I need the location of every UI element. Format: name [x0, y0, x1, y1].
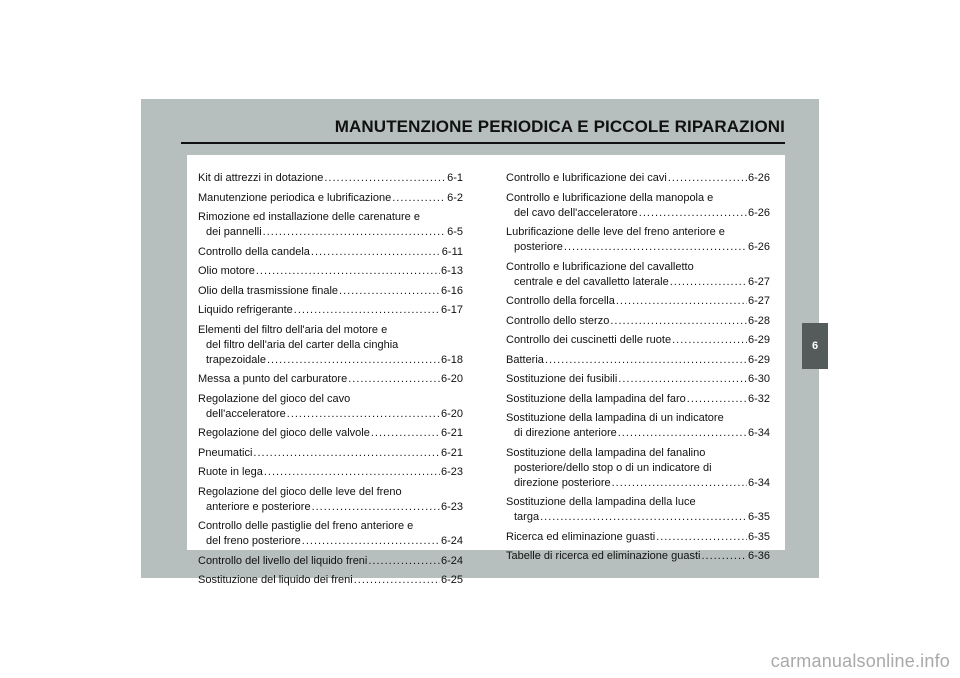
toc-entry-text: trapezoidale [206, 353, 266, 366]
dot-leader [371, 426, 440, 441]
toc-page-number: 6-24 [440, 554, 463, 567]
toc-entry-line [506, 260, 770, 275]
toc-page-number: 6-26 [747, 241, 770, 253]
dot-leader [564, 240, 747, 255]
toc-entry[interactable] [198, 392, 463, 422]
toc-entry-text: Controllo del livello del liquido freni [198, 554, 368, 567]
toc-entry[interactable] [506, 225, 770, 255]
toc-page-number: 6-26 [747, 206, 770, 219]
toc-page-number: 6-36 [747, 550, 770, 562]
toc-page-number: 6-27 [747, 275, 770, 288]
toc-entry-line [506, 476, 770, 491]
toc-entry-line [198, 392, 463, 407]
toc-page-number: 6-34 [747, 476, 770, 489]
chapter-tab[interactable]: 6 [802, 323, 828, 369]
toc-entry-line [198, 372, 463, 387]
toc-entry-line [506, 411, 770, 426]
toc-entry-text: Olio motore [198, 265, 255, 277]
toc-page-number: 6-25 [440, 574, 463, 586]
toc-entry-line [506, 294, 770, 309]
toc-entry-text: Controllo e lubrificazione della manopola e [506, 191, 714, 204]
toc-entry-text: Ricerca ed eliminazione guasti [506, 530, 656, 543]
dot-leader [324, 171, 446, 186]
toc-entry[interactable] [198, 426, 463, 441]
toc-page-number: 6-2 [447, 191, 463, 204]
toc-entry[interactable] [198, 372, 463, 387]
dot-leader [348, 372, 440, 387]
toc-entry-text: Sostituzione della lampadina del fanalino [506, 446, 706, 459]
toc-entry-line [506, 275, 770, 290]
toc-entry-line [506, 446, 770, 461]
dot-leader [263, 225, 446, 240]
toc-entry-text: posteriore/dello stop o di un indicatore di [514, 461, 712, 474]
toc-entry-line [506, 530, 770, 545]
dot-leader [610, 314, 747, 329]
dot-leader [616, 294, 747, 309]
toc-entry-line [198, 264, 463, 279]
toc-page-number: 6-30 [747, 373, 770, 385]
dot-leader [294, 303, 440, 318]
dot-leader [701, 549, 747, 564]
toc-entry-line [198, 534, 463, 549]
toc-entry-text: Batteria [506, 353, 544, 366]
toc-entry-line [198, 191, 463, 206]
toc-entry-line [506, 206, 770, 221]
dot-leader [311, 245, 441, 260]
toc-entry-text: di direzione anteriore [514, 427, 617, 439]
toc-entry-line [506, 191, 770, 206]
toc-page-number: 6-21 [440, 446, 463, 459]
chapter-title: MANUTENZIONE PERIODICA E PICCOLE RIPARAZIONI [334, 117, 785, 136]
toc-page-number: 6-16 [440, 284, 463, 297]
toc-entry-text: Sostituzione della lampadina della luce [506, 496, 696, 508]
toc-entry-line [198, 573, 463, 588]
toc-entry[interactable] [198, 573, 463, 588]
toc-entry[interactable] [506, 549, 770, 564]
toc-entry[interactable] [198, 245, 463, 260]
dot-leader [368, 554, 440, 569]
toc-entry-text: Rimozione ed installazione delle carenature e [198, 211, 420, 223]
toc-page-number: 6-29 [747, 334, 770, 346]
toc-page-number: 6-28 [747, 314, 770, 327]
toc-entry-text: Sostituzione della lampadina del faro [506, 392, 686, 405]
toc-entry-line [506, 171, 770, 186]
toc-page-number: 6-26 [747, 172, 770, 184]
toc-entry[interactable] [506, 314, 770, 329]
toc-entry-text: Tabelle di ricerca ed eliminazione guasti [506, 550, 701, 562]
toc-entry-text: Regolazione del gioco del cavo [198, 392, 351, 405]
toc-entry-line [198, 519, 463, 534]
toc-entry-text: Messa a punto del carburatore [198, 373, 348, 385]
toc-page-number: 6-5 [447, 226, 463, 238]
toc-entry-text: targa [514, 511, 540, 523]
toc-entry-line [198, 323, 463, 338]
toc-entry-line [198, 426, 463, 441]
toc-entry[interactable] [198, 171, 463, 186]
dot-leader [618, 426, 747, 441]
toc-entry[interactable] [198, 323, 463, 368]
toc-entry-line [506, 225, 770, 240]
dot-leader [264, 465, 440, 480]
dot-leader [540, 510, 747, 525]
toc-entry[interactable] [506, 353, 770, 368]
toc-entry-line [198, 210, 463, 225]
toc-entry-line [506, 392, 770, 407]
toc-page-number: 6-29 [747, 353, 770, 366]
dot-leader [253, 446, 440, 461]
dot-leader [612, 476, 747, 491]
toc-entry-text: del freno posteriore [206, 535, 301, 547]
toc-entry[interactable] [198, 191, 463, 206]
toc-entry-text: Controllo della forcella [506, 295, 615, 307]
toc-entry-text: Sostituzione del liquido dei freni [198, 574, 353, 586]
toc-page-number: 6-20 [440, 373, 463, 385]
toc-entry-line [198, 407, 463, 422]
toc-entry[interactable] [506, 171, 770, 186]
dot-leader [672, 333, 747, 348]
toc-entry-line [506, 353, 770, 368]
toc-entry-text: direzione posteriore [514, 476, 611, 489]
toc-entry[interactable] [198, 485, 463, 515]
toc-entry-text: centrale e del cavalletto laterale [514, 275, 669, 288]
toc-page-number: 6-20 [440, 407, 463, 420]
toc-entry-line [198, 284, 463, 299]
toc-entry-line [198, 338, 463, 353]
toc-page-number: 6-24 [440, 535, 463, 547]
toc-entry-line [506, 240, 770, 255]
toc-entry-text: Controllo delle pastiglie del freno anteriore e [198, 520, 414, 532]
dot-leader [668, 171, 747, 186]
toc-entry-line [506, 333, 770, 348]
toc-entry-text: Controllo dei cuscinetti delle ruote [506, 334, 672, 346]
toc-entry-line [506, 426, 770, 441]
toc-entry-text: Olio della trasmissione finale [198, 284, 339, 297]
toc-page-number: 6-21 [440, 427, 463, 439]
toc-entry[interactable] [198, 303, 463, 318]
toc-entry-line [506, 314, 770, 329]
toc-entry[interactable] [198, 519, 463, 549]
toc-entry-text: posteriore [514, 241, 563, 253]
toc-entry-text: Kit di attrezzi in dotazione [198, 172, 324, 184]
toc-entry[interactable] [506, 260, 770, 290]
toc-page-number: 6-23 [440, 500, 463, 513]
dot-leader [687, 392, 747, 407]
dot-leader [312, 500, 440, 515]
dot-leader [639, 206, 747, 221]
toc-page-number: 6-35 [747, 511, 770, 523]
toc-entry[interactable] [506, 294, 770, 309]
dot-leader [618, 372, 747, 387]
toc-entry-text: Sostituzione della lampadina di un indicatore [506, 412, 724, 424]
dot-leader [339, 284, 440, 299]
toc-page-number: 6-27 [747, 295, 770, 307]
toc-entry-line [506, 372, 770, 387]
toc-entry[interactable] [506, 411, 770, 441]
toc-entry[interactable] [198, 446, 463, 461]
toc-entry-text: dell'acceleratore [206, 407, 286, 420]
toc-entry[interactable] [198, 264, 463, 279]
toc-entry-line [198, 554, 463, 569]
toc-entry-line [506, 461, 770, 476]
toc-column-right [506, 171, 770, 569]
toc-entry-line [198, 353, 463, 368]
toc-entry-text: Ruote in lega [198, 466, 263, 478]
toc-page-number: 6-35 [747, 530, 770, 543]
toc-page-number: 6-1 [447, 172, 463, 184]
toc-page-number: 6-17 [440, 304, 463, 316]
toc-page-number: 6-32 [747, 392, 770, 405]
toc-entry-text: Manutenzione periodica e lubrificazione [198, 191, 392, 204]
toc-entry-line [506, 549, 770, 564]
dot-leader [302, 534, 440, 549]
toc-entry-line [198, 303, 463, 318]
toc-entry-text: anteriore e posteriore [206, 500, 311, 513]
toc-entry[interactable] [506, 372, 770, 387]
dot-leader [256, 264, 440, 279]
toc-entry-line [198, 500, 463, 515]
toc-entry[interactable] [506, 191, 770, 221]
toc-entry-line [198, 465, 463, 480]
toc-entry-text: Elementi del filtro dell'aria del motore e [198, 323, 388, 336]
toc-entry[interactable] [506, 446, 770, 491]
toc-page-number: 6-23 [440, 466, 463, 478]
toc-entry-text: dei pannelli [206, 226, 262, 238]
toc-entry-text: Regolazione del gioco delle leve del freno [198, 485, 402, 498]
toc-column-left [198, 171, 463, 593]
toc-entry-line [198, 446, 463, 461]
dot-leader [545, 353, 747, 368]
toc-entry-text: Controllo della candela [198, 245, 310, 258]
watermark: carmanualsonline.info [770, 651, 950, 671]
toc-entry-line [198, 245, 463, 260]
toc-entry[interactable] [198, 554, 463, 569]
toc-page-number: 6-13 [440, 265, 463, 277]
toc-entry-text: Regolazione del gioco delle valvole [198, 427, 370, 439]
toc-entry-text: del filtro dell'aria del carter della cinghia [206, 338, 399, 351]
dot-leader [287, 407, 440, 422]
toc-entry[interactable] [198, 210, 463, 240]
toc-entry[interactable] [506, 495, 770, 525]
toc-entry-text: del cavo dell'acceleratore [514, 206, 638, 219]
toc-entry[interactable] [198, 465, 463, 480]
toc-entry-text: Liquido refrigerante [198, 304, 293, 316]
toc-entry-line [506, 510, 770, 525]
toc-entry-line [198, 225, 463, 240]
toc-entry[interactable] [506, 392, 770, 407]
toc-entry-line [198, 485, 463, 500]
toc-entry[interactable] [506, 333, 770, 348]
toc-entry[interactable] [198, 284, 463, 299]
toc-entry[interactable] [506, 530, 770, 545]
toc-entry-text: Lubrificazione delle leve del freno anteriore e [506, 226, 725, 238]
toc-entry-text: Controllo e lubrificazione del cavalletto [506, 260, 694, 273]
toc-entry-text: Controllo e lubrificazione dei cavi [506, 172, 667, 184]
toc-entry-line [198, 171, 463, 186]
dot-leader [670, 275, 747, 290]
toc-entry-line [506, 495, 770, 510]
toc-entry-text: Controllo dello sterzo [506, 314, 610, 327]
toc-entry-text: Sostituzione dei fusibili [506, 373, 618, 385]
dot-leader [354, 573, 440, 588]
toc-page-number: 6-18 [440, 353, 463, 366]
dot-leader [267, 353, 440, 368]
dot-leader [656, 530, 747, 545]
toc-page-number: 6-34 [747, 427, 770, 439]
dot-leader [392, 191, 446, 206]
toc-page-number: 6-11 [441, 245, 463, 258]
title-rule [181, 142, 785, 144]
toc-entry-text: Pneumatici [198, 446, 253, 459]
